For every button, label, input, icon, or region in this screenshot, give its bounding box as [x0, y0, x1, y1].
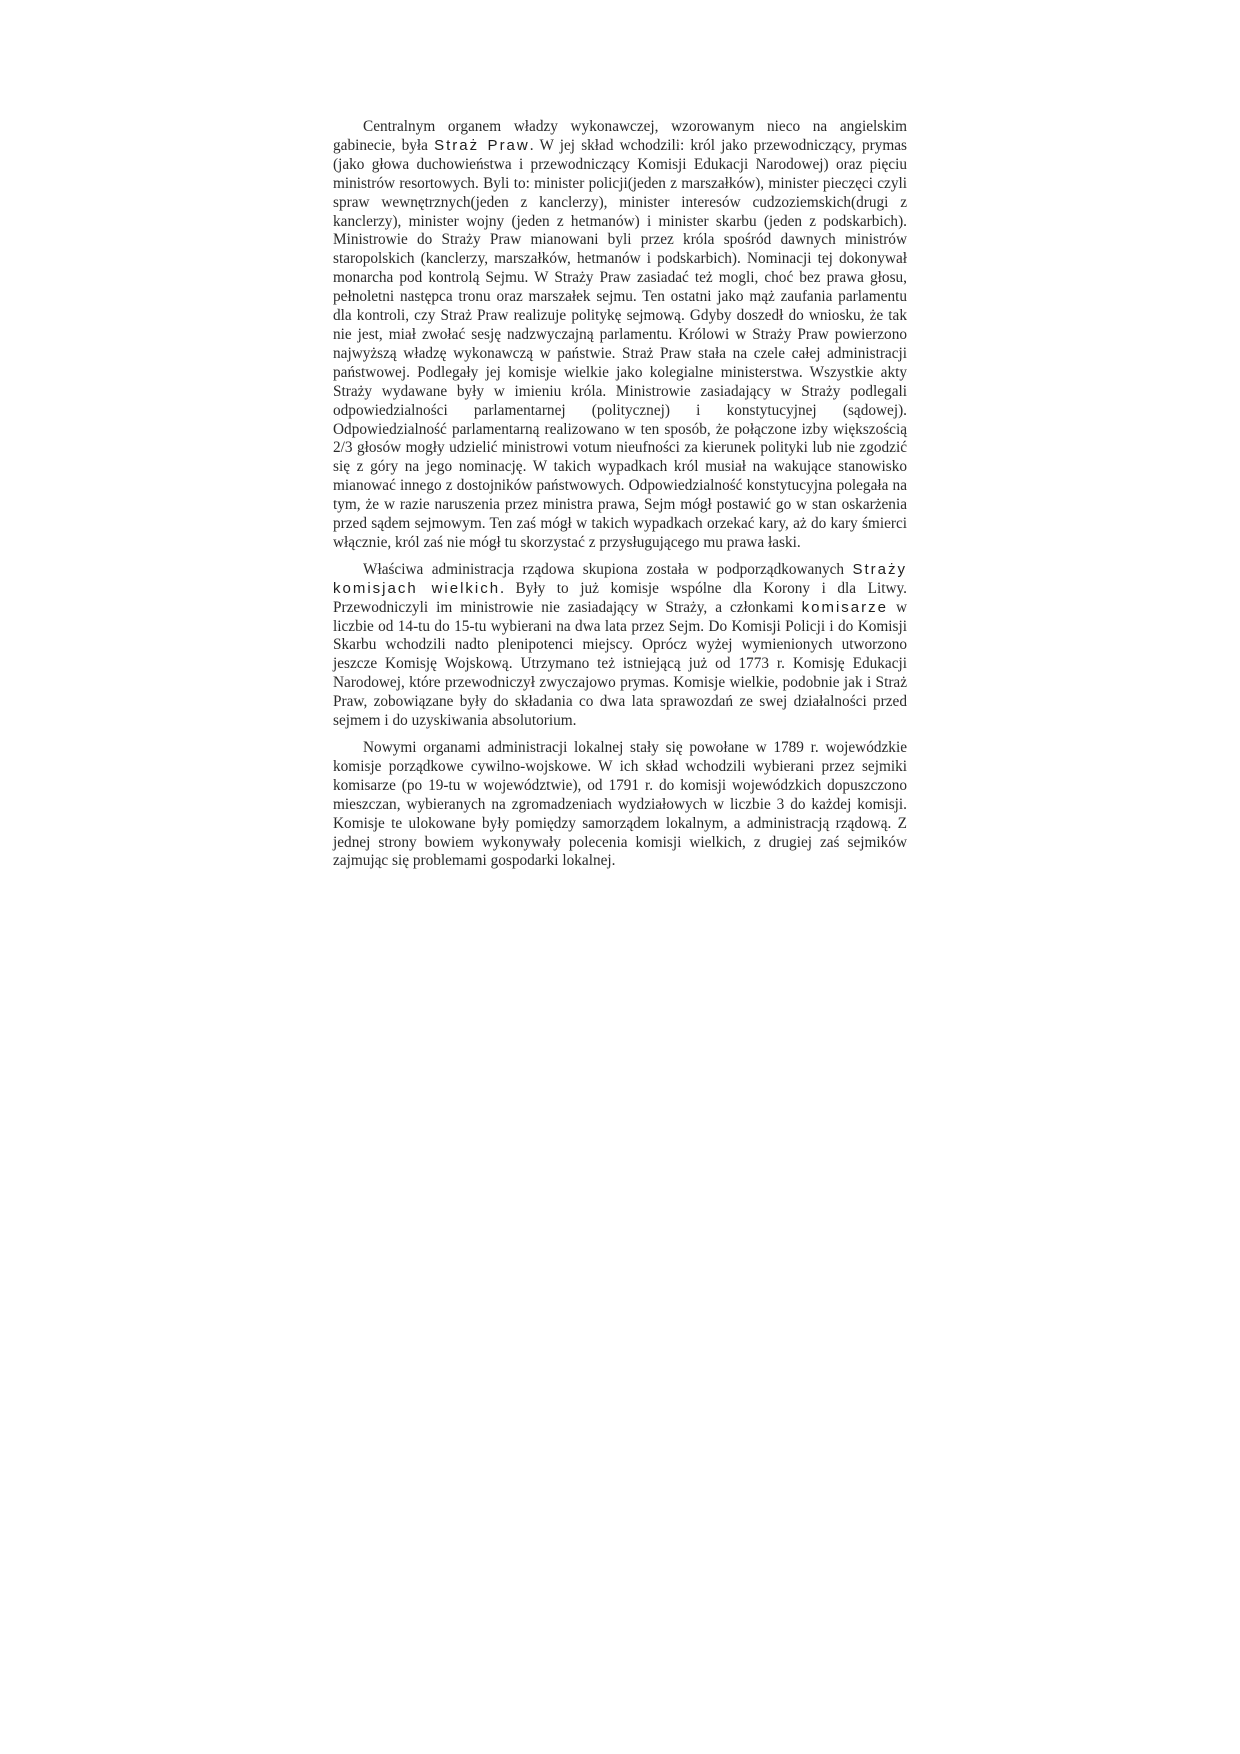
paragraph-2-part-3: w liczbie od 14-tu do 15-tu wybierani na dwa lata przez Sejm. Do Komisji Policji i do Komisji Skarbu wchodzili nadto plenipotenci miejscy. Oprócz wyżej wymienionych utworzono jeszcze Komisję Wojskową. Utrzymano też istniejącą już od 1773 r. Komisję Edukacji Narodowej, które przewodniczył zwyczajowo prymas. Komisje wielkie, podobnie jak i Straż Praw, zobowiązane były do składania co dwa lata sprawozdań ze swej działalności przed sejmem i do uzyskiwania absolutorium.: [333, 598, 907, 730]
text-column: [333, 118, 907, 879]
paragraph-1-part-2: . W jej skład wchodzili: król jako przewodniczący, prymas (jako głowa duchowieństwa i przewodniczący Komisji Edukacji Narodowej) oraz pięciu ministrów resortowych. Byli to: minister policji(jeden z marszałków), minister pieczęci czyli spraw wewnętrznych(jeden z kanclerzy), minister interesów cudzoziemskich(drugi z kanclerzy), minister wojny (jeden z hetmanów) i minister skarbu (jeden z podskarbich). Ministrowie do Straży Praw mianowani byli przez króla spośród dawnych ministrów staropolskich (kanclerzy, marszałków, hetmanów i podskarbich). Nominacji tej dokonywał monarcha pod kontrolą Sejmu. W Straży Praw zasiadać też mogli, choć bez prawa głosu, pełnoletni następca tronu oraz marszałek sejmu. Ten ostatni jako mąż zaufania parlamentu dla kontroli, czy Straż Praw realizuje politykę sejmową. Gdyby doszedł do wniosku, że tak nie jest, miał zwołać sesję nadzwyczajną parlamentu. Królowi w Straży Praw powierzono najwyższą władzę wykonawczą w państwie. Straż Praw stała na czele całej administracji państwowej. Podlegały jej komisje wielkie jako kolegialne ministerstwa. Wszystkie akty Straży wydawane były w imieniu króla. Ministrowie zasiadający w Straży podlegali odpowiedzialności parlamentarnej (politycznej) i konstytucyjnej (sądowej). Odpowiedzialność parlamentarną realizowano w ten sposób, że połączone izby większością 2/3 głosów mogły udzielić ministrowi votum nieufności za kierunek polityki lub nie zgodzić się z góry na jego nominację. W takich wypadkach król musiał na wakujące stanowisko mianować innego z dostojników państwowych. Odpowiedzialność konstytucyjna polegała na tym, że w razie naruszenia przez ministra prawa, Sejm mógł postawić go w stan oskarżenia przed sądem sejmowym. Ten zaś mógł w takich wypadkach orzekać kary, aż do kary śmierci włącznie, król zaś nie mógł tu skorzystać z przysługującego mu prawa łaski.: [333, 136, 907, 551]
paragraph-1-part-1: Centralnym organem władzy wykonawczej, wzorowanym nieco na angielskim gabinecie, była: [333, 118, 907, 154]
paragraph-2-part-1: Właściwa administracja rządowa skupiona została w podporządkowanych: [363, 560, 853, 578]
term-straz-praw: Straż Praw: [434, 136, 530, 154]
term-komisarze: komisarze: [801, 598, 888, 616]
paragraph-2-part-2: . Były to już komisje wspólne dla Korony i dla Litwy. Przewodniczyli im ministrowie nie zasiadający w Straży, a członkami: [333, 579, 907, 616]
paragraph-1: [333, 118, 907, 553]
term-straz-komisjach-wielkich: Straży komisjach wielkich: [333, 560, 907, 597]
paragraph-2: [333, 561, 907, 731]
paragraph-3-text: Nowymi organami administracji lokalnej stały się powołane w 1789 r. wojewódzkie komisje porządkowe cywilno-wojskowe. W ich skład wchodzili wybierani przez sejmiki komisarze (po 19-tu w województwie), od 1791 r. do komisji wojewódzkich dopuszczono mieszczan, wybieranych na zgromadzeniach wydziałowych w liczbie 3 do każdej komisji. Komisje te ulokowane były pomiędzy samorządem lokalnym, a administracją rządową. Z jednej strony bowiem wykonywały polecenia komisji wielkich, z drugiej zaś sejmików zajmując się problemami gospodarki lokalnej.: [333, 739, 907, 870]
paragraph-3: [333, 739, 907, 871]
